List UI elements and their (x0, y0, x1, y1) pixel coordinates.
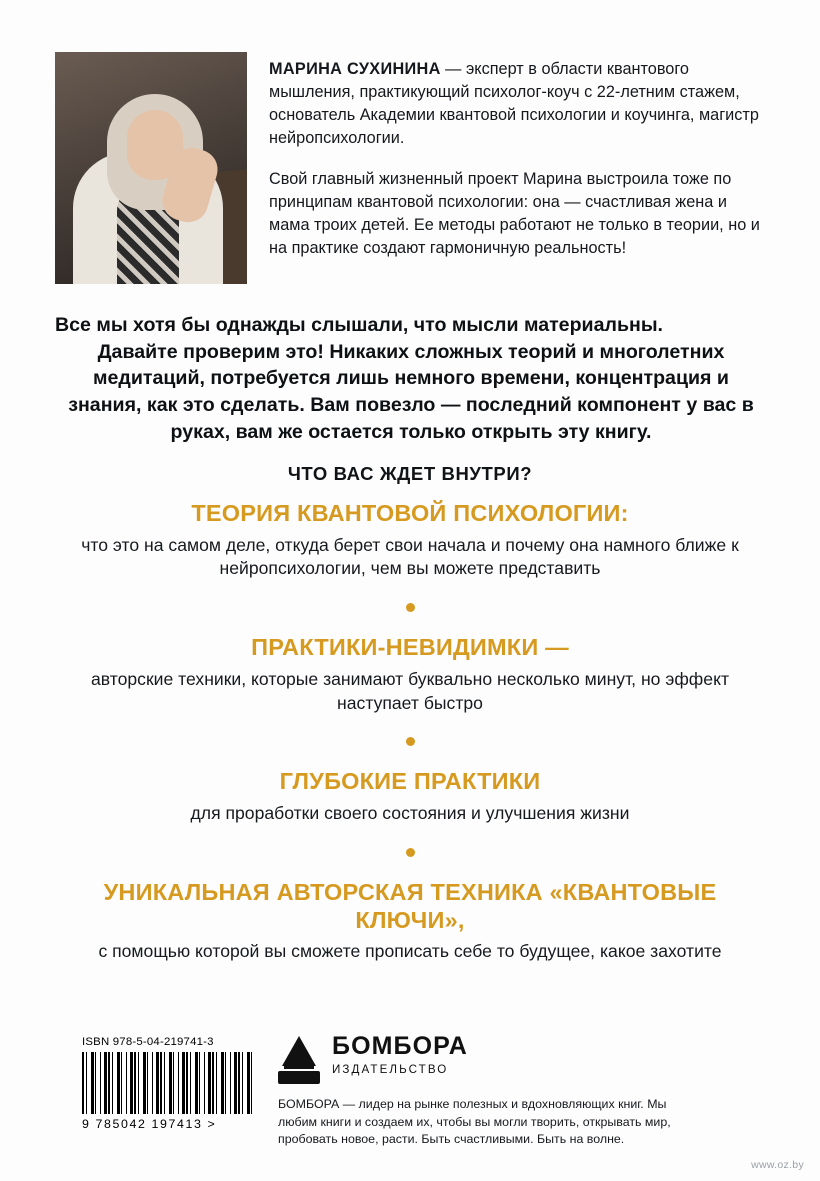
bombora-logo-icon (278, 1034, 320, 1084)
barcode-block (82, 1036, 254, 1131)
watermark-site: www.oz.by (751, 1159, 804, 1171)
section-item (60, 879, 760, 964)
publisher-logo-block (278, 1034, 468, 1084)
section-title: ТЕОРИЯ КВАНТОВОЙ ПСИХОЛОГИИ: (191, 500, 629, 526)
publisher-blurb: БОМБОРА — лидер на рынке полезных и вдохновляющих книг. Мы любим книги и создаем их, чтобы вы могли творить, открывать мир, пробовать новое, расти. Быть счастливыми. Быть на волне. (278, 1097, 671, 1147)
author-block (55, 52, 765, 284)
section-item (60, 500, 760, 581)
section-title: ПРАКТИКИ-НЕВИДИМКИ — (251, 634, 569, 661)
author-bio-second: Свой главный жизненный проект Марина выстроила тоже по принципам квантовой психологии: она — счастливая жена и мама троих детей. Ее методы работают не только в теории, но и на практике создают гармоничную реальность! (269, 169, 760, 257)
inside-heading: ЧТО ВАС ЖДЕТ ВНУТРИ? (287, 463, 533, 484)
section-desc: с помощью которой вы сможете прописать себе то будущее, какое захотите (98, 941, 722, 962)
section-desc: авторские техники, которые занимают буквально несколько минут, но эффект наступает быстро (90, 668, 730, 713)
author-bio-first (269, 58, 765, 151)
author-bio (269, 52, 765, 284)
dot-separator-icon (406, 737, 415, 746)
author-name: МАРИНА СУХИНИНА (269, 60, 441, 78)
section-item (60, 634, 760, 715)
author-photo (55, 52, 247, 284)
barcode-icon (82, 1052, 254, 1114)
lead-paragraph (55, 312, 767, 445)
sections-list (60, 500, 760, 964)
author-bio-rest: — эксперт в области квантового мышления, практикующий психолог-коуч с 22-летним стажем, основатель Академии квантовой психологии и коучинга, магистр нейропсихологии. (269, 60, 759, 148)
dot-separator-icon (406, 603, 415, 612)
publisher-subtitle: ИЗДАТЕЛЬСТВО (332, 1063, 449, 1076)
lead-rest: Давайте проверим это! Никаких сложных теорий и многолетних медитаций, потребуется лишь немного времени, концентрация и знания, как это сделать. Вам повезло — последний компонент у вас в руках, вам же остается только открыть эту книгу. (68, 340, 754, 443)
section-desc: что это на самом деле, откуда берет свои начала и почему она намного ближе к нейропсихологии, чем вы можете представить (81, 534, 739, 579)
lead-line-1: Все мы хотя бы однажды слышали, что мысли материальны. (55, 314, 663, 336)
section-desc: для проработки своего состояния и улучшения жизни (190, 803, 630, 824)
dot-separator-icon (406, 848, 415, 857)
barcode-digits: 9 785042 197413 > (82, 1117, 217, 1131)
footer (0, 1028, 820, 1181)
section-title: ГЛУБОКИЕ ПРАКТИКИ (279, 768, 541, 795)
section-title: УНИКАЛЬНАЯ АВТОРСКАЯ ТЕХНИКА «КВАНТОВЫЕ КЛЮЧИ», (103, 878, 717, 933)
publisher-name: БОМБОРА (332, 1032, 468, 1060)
isbn-text: ISBN 978-5-04-219741-3 (82, 1036, 214, 1048)
section-item (60, 768, 760, 825)
